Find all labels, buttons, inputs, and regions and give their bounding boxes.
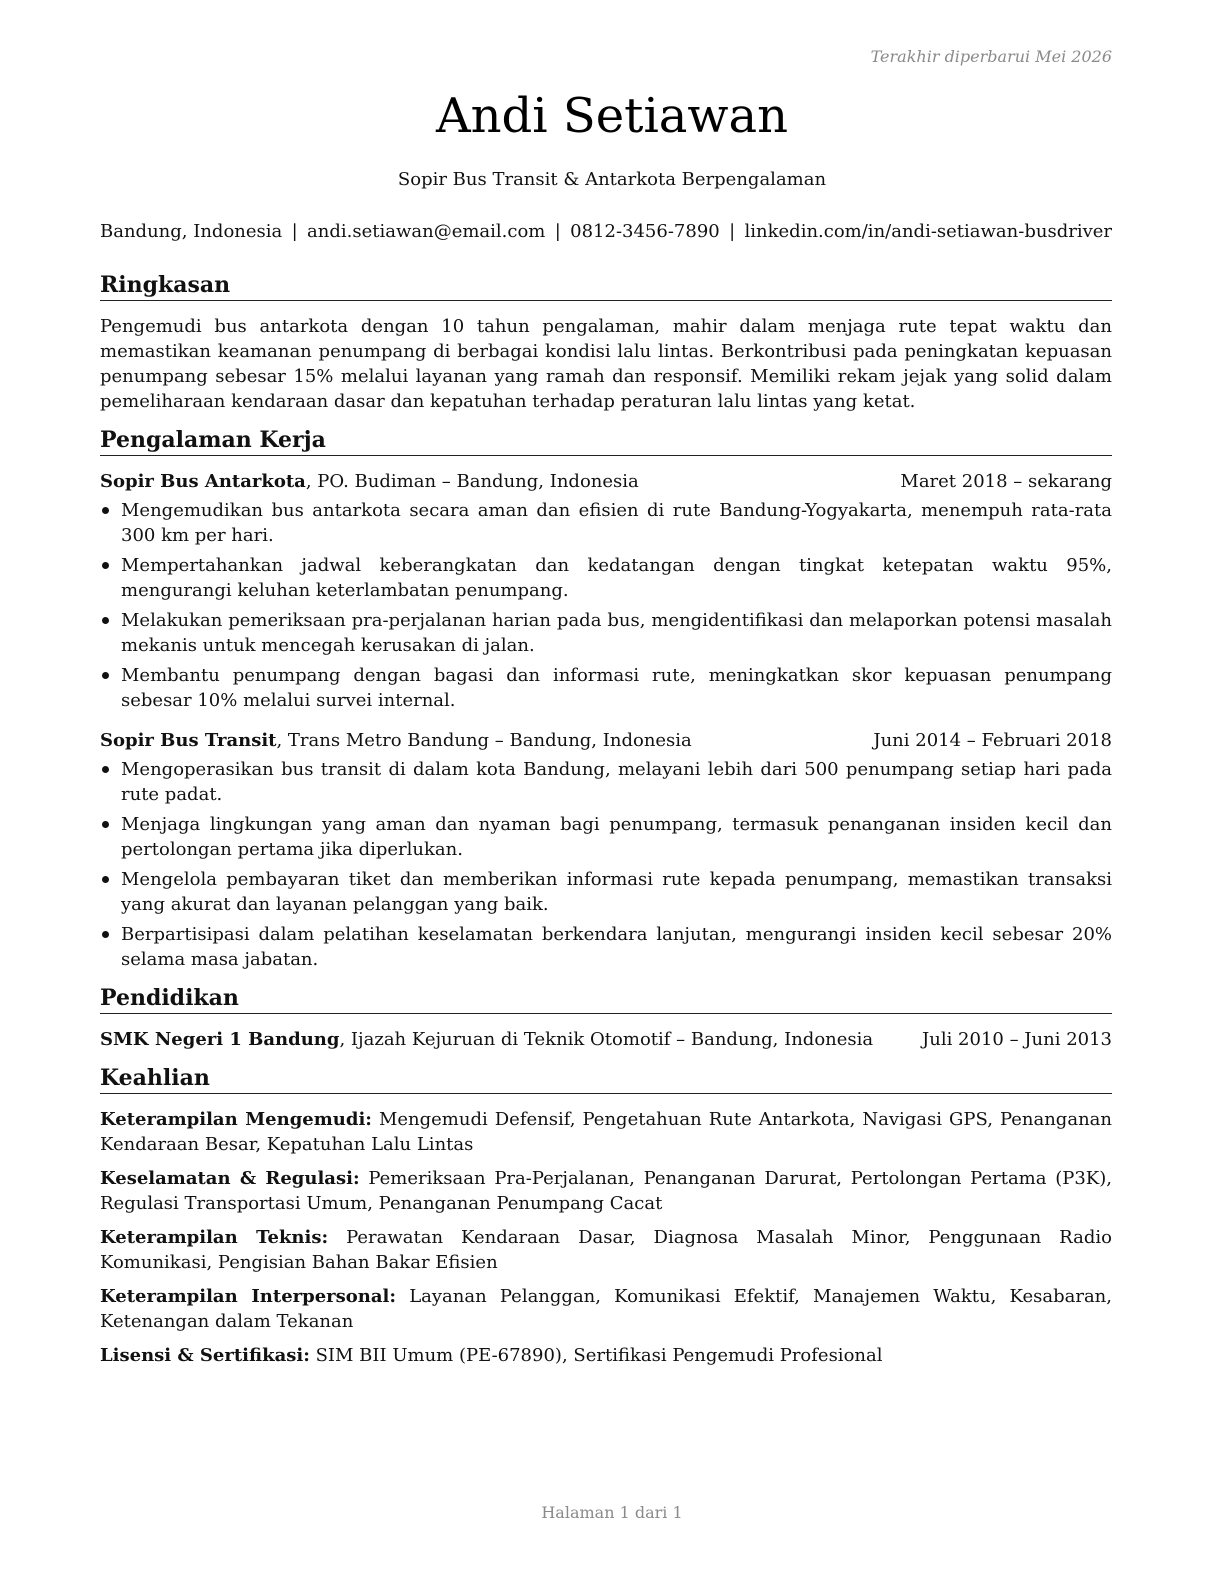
education-school: SMK Negeri 1 Bandung <box>100 1029 340 1050</box>
education-detail: , Ijazah Kejuruan di Teknik Otomotif – Bandung, Indonesia <box>339 1029 874 1050</box>
summary-text: Pengemudi bus antarkota dengan 10 tahun pengalaman, mahir dalam menjaga rute tepat waktu dan memastikan keamanan penumpang di berbagai kondisi lalu lintas. Berkontribusi pada peningkatan kepuasan penumpang sebesar 15% melalui layanan yang ramah dan responsif. Memiliki rekam jejak yang solid dalam pemeliharaan kendaraan dasar dan kepatuhan terhadap peraturan lalu lintas yang ketat. <box>100 316 1112 412</box>
job-entry <box>100 469 1112 713</box>
job-role: Sopir Bus Transit <box>100 730 277 751</box>
skills-section <box>100 1064 1112 1368</box>
summary-section <box>100 271 1112 414</box>
job-bullet: Menjaga lingkungan yang aman dan nyaman bagi penumpang, termasuk penanganan insiden kecil dan pertolongan pertama jika diperlukan. <box>100 812 1112 862</box>
contact-separator: | <box>291 221 298 242</box>
job-bullet: Mempertahankan jadwal keberangkatan dan kedatangan dengan tingkat ketepatan waktu 95%, mengurangi keluhan keterlambatan penumpang. <box>100 553 1112 603</box>
contact-phone[interactable]: 0812-3456-7890 <box>570 221 720 242</box>
page-number: Halaman 1 dari 1 <box>541 1503 683 1522</box>
skill-label: Lisensi & Sertifikasi: <box>100 1345 310 1366</box>
last-updated: Terakhir diperbarui Mei 2026 <box>870 47 1112 66</box>
job-bullets <box>100 757 1112 972</box>
skill-label: Keterampilan Interpersonal: <box>100 1286 397 1307</box>
experience-section <box>100 426 1112 972</box>
job-title-line <box>100 728 692 753</box>
skill-value: SIM BII Umum (PE-67890), Sertifikasi Pengemudi Profesional <box>309 1345 883 1366</box>
job-bullet: Mengelola pembayaran tiket dan memberikan informasi rute kepada penumpang, memastikan transaksi yang akurat dan layanan pelanggan yang baik. <box>100 867 1112 917</box>
skill-row <box>100 1284 1112 1334</box>
education-section <box>100 984 1112 1052</box>
contact-location: Bandung, Indonesia <box>100 221 283 242</box>
contact-line <box>100 219 1112 244</box>
job-title-line <box>100 469 639 494</box>
candidate-name: Andi Setiawan <box>435 88 789 144</box>
job-bullet: Membantu penumpang dengan bagasi dan informasi rute, meningkatkan skor kepuasan penumpang sebesar 10% melalui survei internal. <box>100 663 1112 713</box>
contact-linkedin[interactable]: linkedin.com/in/andi-setiawan-busdriver <box>744 221 1112 242</box>
contact-email[interactable]: andi.setiawan@email.com <box>307 221 546 242</box>
job-company: , PO. Budiman – Bandung, Indonesia <box>305 471 639 492</box>
job-dates: Maret 2018 – sekarang <box>900 471 1112 492</box>
section-title: Pendidikan <box>100 984 1112 1014</box>
contact-separator: | <box>554 221 561 242</box>
skill-row <box>100 1343 1112 1368</box>
skill-label: Keselamatan & Regulasi: <box>100 1168 360 1189</box>
job-bullet: Melakukan pemeriksaan pra-perjalanan harian pada bus, mengidentifikasi dan melaporkan potensi masalah mekanis untuk mencegah kerusakan di jalan. <box>100 608 1112 658</box>
skill-value: Layanan Pelanggan, Komunikasi Efektif, Manajemen Waktu, Kesabaran, Ketenangan dalam Tekanan <box>100 1286 1112 1332</box>
job-bullets <box>100 498 1112 713</box>
job-bullet: Mengoperasikan bus transit di dalam kota Bandung, melayani lebih dari 500 penumpang setiap hari pada rute padat. <box>100 757 1112 807</box>
skill-row <box>100 1107 1112 1157</box>
resume-content <box>100 271 1112 1380</box>
job-role: Sopir Bus Antarkota <box>100 471 306 492</box>
candidate-subtitle: Sopir Bus Transit & Antarkota Berpengalaman <box>397 169 827 190</box>
job-entry <box>100 728 1112 972</box>
skill-value: Mengemudi Defensif, Pengetahuan Rute Antarkota, Navigasi GPS, Penanganan Kendaraan Besar, Kepatuhan Lalu Lintas <box>100 1109 1112 1155</box>
section-title: Pengalaman Kerja <box>100 426 1112 456</box>
skill-label: Keterampilan Mengemudi: <box>100 1109 372 1130</box>
job-bullet: Mengemudikan bus antarkota secara aman dan efisien di rute Bandung-Yogyakarta, menempuh rata-rata 300 km per hari. <box>100 498 1112 548</box>
contact-separator: | <box>729 221 736 242</box>
section-title: Keahlian <box>100 1064 1112 1094</box>
skill-value: Perawatan Kendaraan Dasar, Diagnosa Masalah Minor, Penggunaan Radio Komunikasi, Pengisian Bahan Bakar Efisien <box>100 1227 1112 1273</box>
job-bullet: Berpartisipasi dalam pelatihan keselamatan berkendara lanjutan, mengurangi insiden kecil sebesar 20% selama masa jabatan. <box>100 922 1112 972</box>
job-header <box>100 469 1112 494</box>
job-dates: Juni 2014 – Februari 2018 <box>873 730 1112 751</box>
education-dates: Juli 2010 – Juni 2013 <box>922 1029 1112 1050</box>
education-entry <box>100 1027 1112 1052</box>
skill-value: Pemeriksaan Pra-Perjalanan, Penanganan Darurat, Pertolongan Pertama (P3K), Regulasi Transportasi Umum, Penanganan Penumpang Cacat <box>100 1168 1113 1214</box>
job-company: , Trans Metro Bandung – Bandung, Indonesia <box>276 730 692 751</box>
job-header <box>100 728 1112 753</box>
education-line <box>100 1027 873 1052</box>
skill-row <box>100 1166 1112 1216</box>
section-title: Ringkasan <box>100 271 1112 301</box>
skill-row <box>100 1225 1112 1275</box>
skill-label: Keterampilan Teknis: <box>100 1227 329 1248</box>
